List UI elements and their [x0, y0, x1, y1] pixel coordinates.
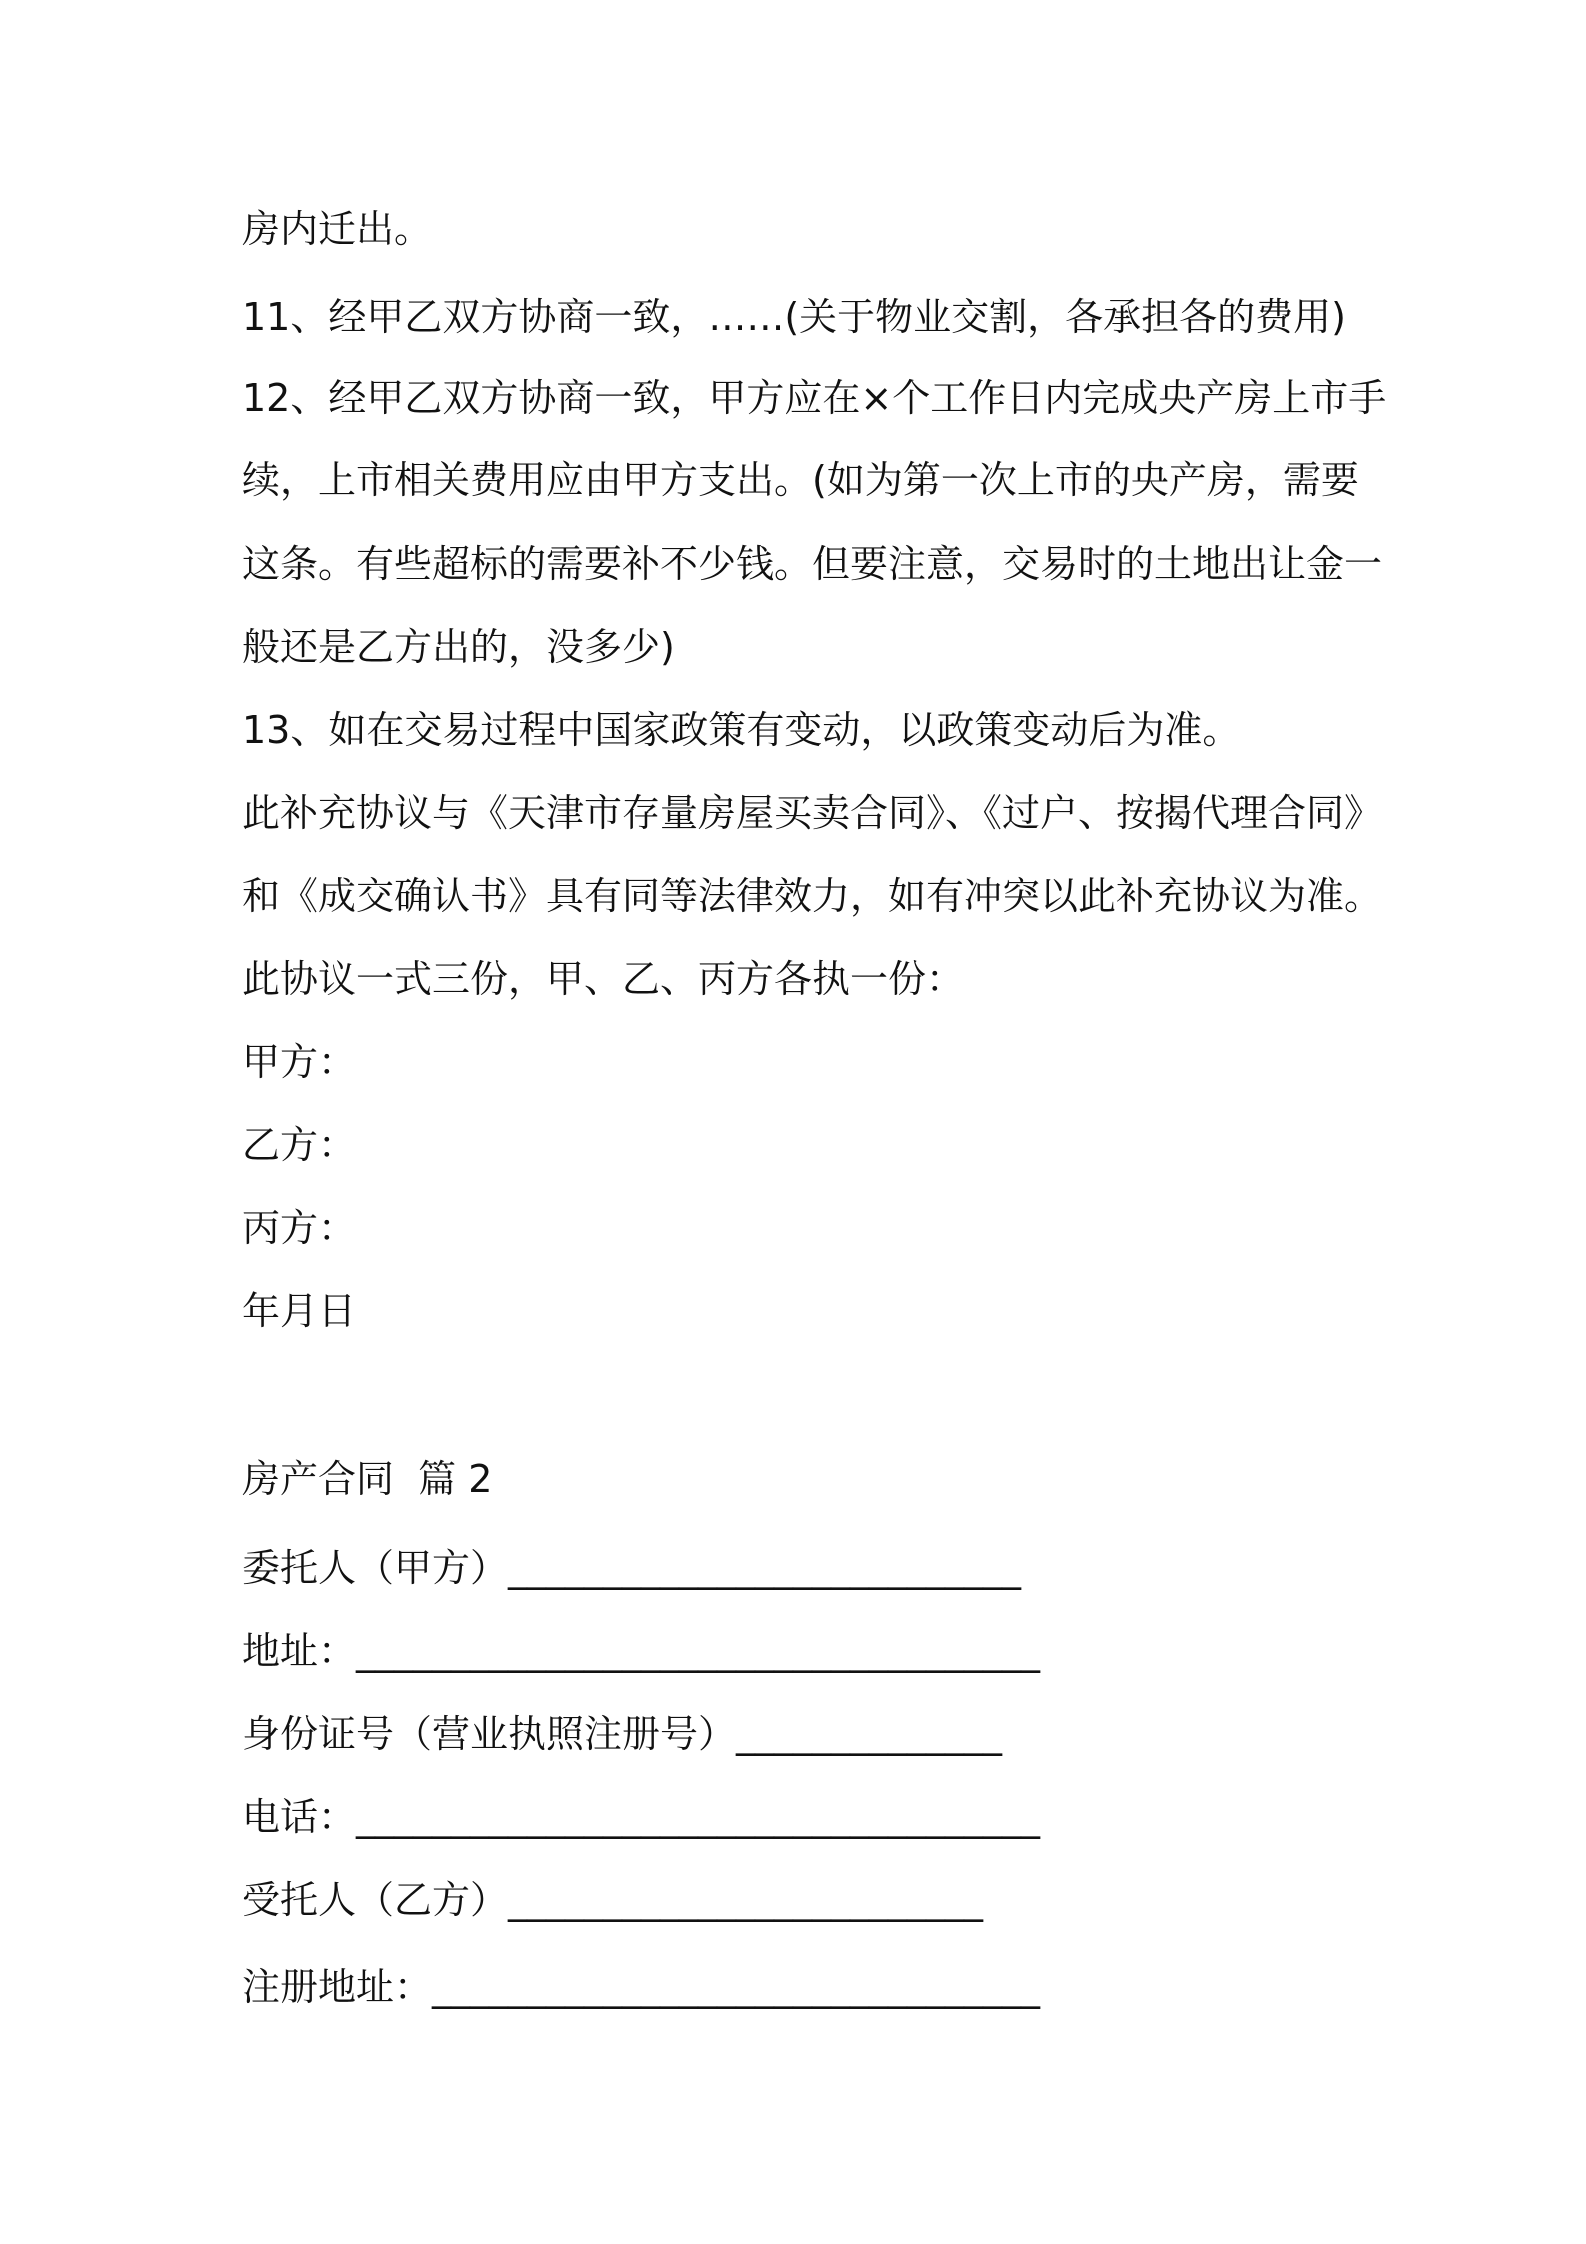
- fill-in-blank: ________________________________: [432, 1965, 1041, 2009]
- paragraph-line: 房内迁出。: [242, 207, 433, 251]
- field-trustee: [242, 1876, 983, 1924]
- fill-in-blank: _________________________: [508, 1878, 984, 1922]
- clause-13: 13、如在交易过程中国家政策有变动，以政策变动后为准。: [242, 708, 1241, 752]
- field-label: 注册地址：: [242, 1965, 433, 2009]
- copies-statement: 此协议一式三份，甲、乙、丙方各执一份：: [242, 957, 965, 1001]
- clause-11: 11、经甲乙双方协商一致，……(关于物业交割，各承担各的费用): [242, 295, 1347, 339]
- field-label: 地址：: [242, 1629, 357, 1673]
- section-heading: 房产合同 篇 2: [242, 1457, 493, 1501]
- field-client: [242, 1544, 1021, 1592]
- field-label: 受托人（乙方）: [242, 1878, 509, 1922]
- field-id-number: [242, 1710, 1002, 1758]
- supplement-line-1: 此补充协议与《天津市存量房屋买卖合同》、《过户、按揭代理合同》: [242, 791, 1383, 835]
- field-label: 电话：: [242, 1795, 357, 1839]
- party-b-signature: 乙方：: [242, 1123, 357, 1167]
- field-phone: [242, 1793, 1040, 1841]
- fill-in-blank: ____________________________________: [356, 1629, 1041, 1673]
- clause-12-line-3: 这条。有些超标的需要补不少钱。但要注意，交易时的土地出让金一: [242, 542, 1383, 586]
- clause-12-line-2: 续，上市相关费用应由甲方支出。(如为第一次上市的央产房，需要: [242, 458, 1359, 502]
- party-c-signature: 丙方：: [242, 1206, 357, 1250]
- supplement-line-2: 和《成交确认书》具有同等法律效力，如有冲突以此补充协议为准。: [242, 874, 1383, 918]
- signature-date: 年月日: [242, 1289, 357, 1333]
- fill-in-blank: ____________________________________: [356, 1795, 1041, 1839]
- clause-12-line-4: 般还是乙方出的，没多少): [242, 625, 675, 669]
- field-label: 委托人（甲方）: [242, 1546, 509, 1590]
- field-label: 身份证号（营业执照注册号）: [242, 1712, 737, 1756]
- party-a-signature: 甲方：: [242, 1040, 357, 1084]
- clause-12-line-1: 12、经甲乙双方协商一致，甲方应在×个工作日内完成央产房上市手: [242, 376, 1387, 420]
- fill-in-blank: ______________: [736, 1712, 1003, 1756]
- field-registered-address: [242, 1963, 1040, 2011]
- field-address: [242, 1627, 1040, 1675]
- fill-in-blank: ___________________________: [508, 1546, 1022, 1590]
